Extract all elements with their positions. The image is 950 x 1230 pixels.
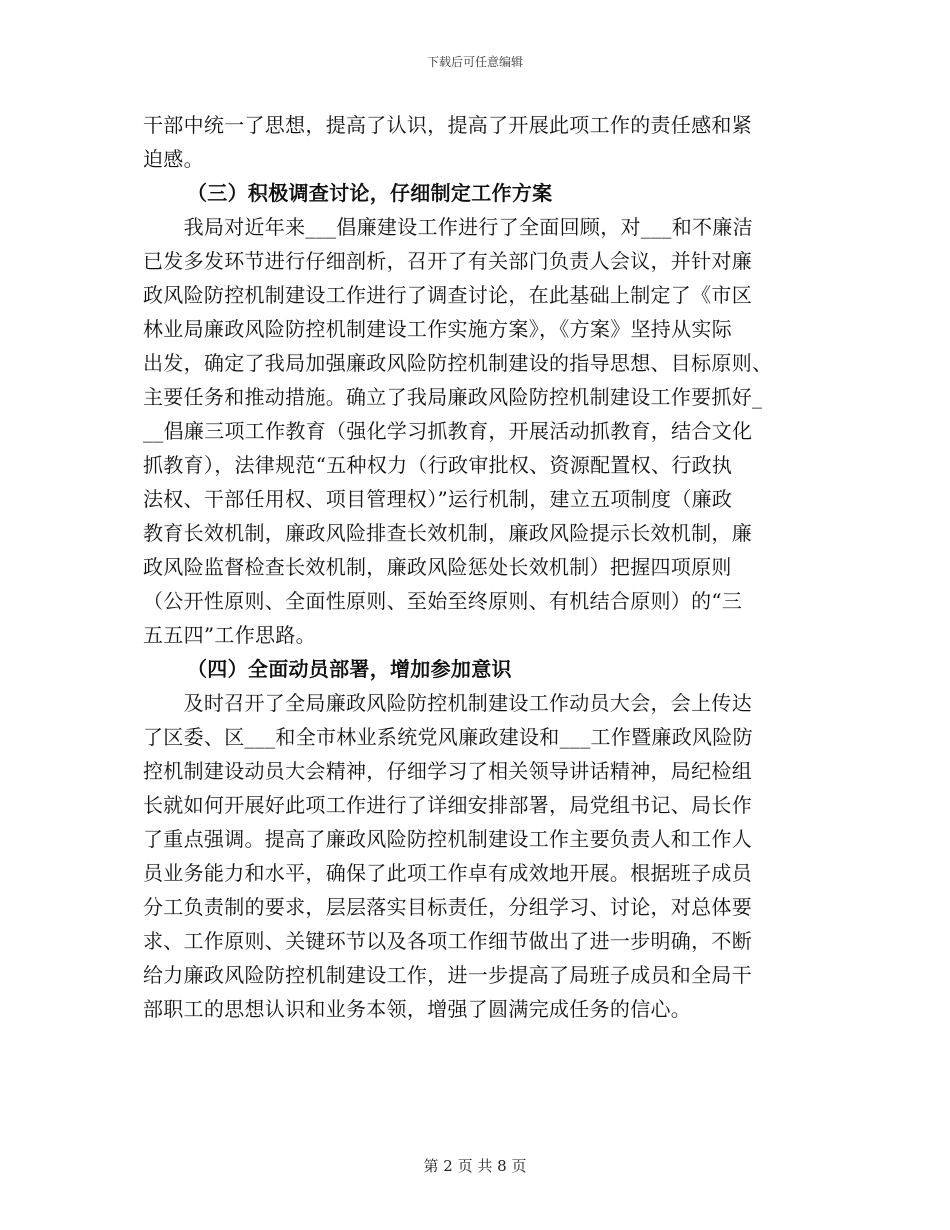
body-line: 迫感。 xyxy=(143,147,204,171)
body-line: 部职工的思想认识和业务本领，增强了圆满完成任务的信心。 xyxy=(143,997,692,1021)
body-line: 控机制建设动员大会精神，仔细学习了相关领导讲话精神，局纪检组 xyxy=(143,759,752,783)
section-heading: （三）积极调查讨论，仔细制定工作方案 xyxy=(187,181,553,205)
body-line: 我局对近年来___倡廉建设工作进行了全面回顾，对___和不廉洁 xyxy=(143,215,753,239)
body-line: 给力廉政风险防控机制建设工作，进一步提高了局班子成员和全局干 xyxy=(143,963,752,987)
body-line: 出发，确定了我局加强廉政风险防控机制建设的指导思想、目标原则、 xyxy=(143,351,773,375)
document-body xyxy=(143,108,803,1026)
body-line: 抓教育），法律规范“五种权力（行政审批权、资源配置权、行政执 xyxy=(143,453,733,477)
page-number: 第 2 页 共 8 页 xyxy=(423,1157,527,1175)
body-line: 长就如何开展好此项工作进行了详细安排部署，局党组书记、局长作 xyxy=(143,793,752,817)
section-heading: （四）全面动员部署，增加参加意识 xyxy=(187,657,512,681)
body-line: 主要任务和推动措施。确立了我局廉政风险防控机制建设工作要抓好_ xyxy=(143,385,763,409)
body-line: 了重点强调。提高了廉政风险防控机制建设工作主要负责人和工作人 xyxy=(143,827,752,851)
body-line: 五五四”工作思路。 xyxy=(143,623,316,647)
body-line: 政风险监督检查长效机制，廉政风险惩处长效机制）把握四项原则 xyxy=(143,555,732,579)
body-line: 分工负责制的要求，层层落实目标责任，分组学习、讨论，对总体要 xyxy=(143,895,752,919)
body-line: 员业务能力和水平，确保了此项工作卓有成效地开展。根据班子成员 xyxy=(143,861,752,885)
page-header: 下载后可任意编辑 xyxy=(426,55,523,69)
body-line: 干部中统一了思想，提高了认识，提高了开展此项工作的责任感和紧 xyxy=(143,113,752,137)
body-line: 及时召开了全局廉政风险防控机制建设工作动员大会，会上传达 xyxy=(143,691,752,715)
body-line: 已发多发环节进行仔细剖析，召开了有关部门负责人会议，并针对廉 xyxy=(143,249,752,273)
body-line: __倡廉三项工作教育（强化学习抓教育，开展活动抓教育，结合文化 xyxy=(143,419,753,443)
body-line: 政风险防控机制建设工作进行了调查讨论，在此基础上制定了《市区 xyxy=(143,283,752,307)
body-line: 求、工作原则、关键环节以及各项工作细节做出了进一步明确，不断 xyxy=(143,929,752,953)
body-line: 教育长效机制，廉政风险排查长效机制，廉政风险提示长效机制，廉 xyxy=(143,521,752,545)
body-line: 了区委、区___和全市林业系统党风廉政建设和___工作暨廉政风险防 xyxy=(143,725,753,749)
body-line: 法权、干部任用权、项目管理权）”运行机制，建立五项制度（廉政 xyxy=(143,487,733,511)
body-line: （公开性原则、全面性原则、至始至终原则、有机结合原则）的“三 xyxy=(143,589,743,613)
body-line: 林业局廉政风险防控机制建设工作实施方案》，《方案》坚持从实际 xyxy=(143,317,732,341)
